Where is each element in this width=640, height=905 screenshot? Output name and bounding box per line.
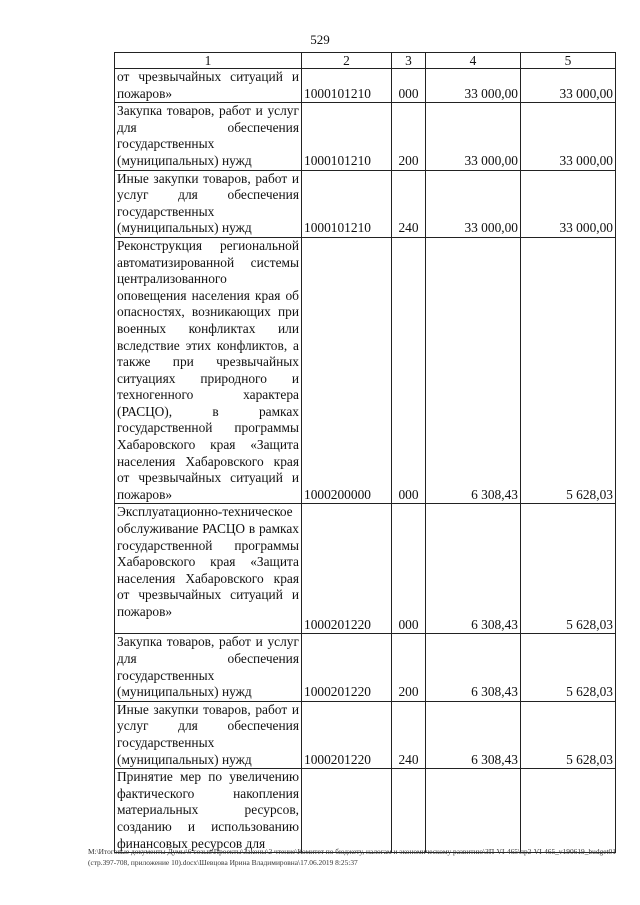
row-code: 1000201220 xyxy=(302,701,392,768)
row-code: 1000201220 xyxy=(302,634,392,701)
row-code: 1000101210 xyxy=(302,170,392,237)
row-vr: 200 xyxy=(392,634,426,701)
row-name: Принятие мер по увеличению фактического накопления материальных ресурсов, созданию и использованию финансовых ресурсов для xyxy=(115,769,302,853)
row-vr: 000 xyxy=(392,69,426,103)
budget-table xyxy=(114,52,616,853)
row-amount-5: 5 628,03 xyxy=(521,701,616,768)
row-code: 1000201220 xyxy=(302,504,392,634)
row-code: 1000101210 xyxy=(302,69,392,103)
row-amount-4: 6 308,43 xyxy=(426,237,521,504)
row-amount-4: 33 000,00 xyxy=(426,69,521,103)
row-amount-5: 5 628,03 xyxy=(521,634,616,701)
column-header: 5 xyxy=(521,53,616,69)
row-name: от чрезвычайных ситуаций и пожаров» xyxy=(115,69,302,103)
column-header: 4 xyxy=(426,53,521,69)
table-row xyxy=(115,701,616,768)
row-amount-4 xyxy=(426,769,521,853)
row-amount-4: 6 308,43 xyxy=(426,701,521,768)
document-path-footer: М:\Итоговые документы Думы\6 созыв\Проекты\Законы\2 чтение\Комитет по бюджету, налогам и экономическому развитию\ЗП-VI-465\пр2-VI-465_v190619_budget01 (стр.397-708, приложение 10).docx\Шевцова Ирина Владимировна\17.06.2019 8:25:37 xyxy=(88,847,616,867)
row-vr: 000 xyxy=(392,237,426,504)
row-name: Иные закупки товаров, работ и услуг для обеспечения государственных (муниципальных) нужд xyxy=(115,170,302,237)
column-header: 1 xyxy=(115,53,302,69)
row-name: Реконструкция региональной автоматизированной системы централизованного оповещения населения края об опасностях, возникающих при военных конфликтах или вследствие этих конфликтов, а также при чрезвычайных ситуациях природного и техногенного характера (РАСЦО), в рамках государственной программы Хабаровского края «Защита населения Хабаровского края от чрезвычайных ситуаций и пожаров» xyxy=(115,237,302,504)
table-header-row xyxy=(115,53,616,69)
table-row xyxy=(115,634,616,701)
row-code: 1000101210 xyxy=(302,103,392,170)
row-vr: 240 xyxy=(392,701,426,768)
row-name: Закупка товаров, работ и услуг для обеспечения государственных (муниципальных) нужд xyxy=(115,103,302,170)
page-number: 529 xyxy=(310,32,330,47)
table-row xyxy=(115,170,616,237)
table-row xyxy=(115,103,616,170)
row-vr xyxy=(392,769,426,853)
row-amount-5: 5 628,03 xyxy=(521,504,616,634)
row-amount-5: 33 000,00 xyxy=(521,103,616,170)
row-code xyxy=(302,769,392,853)
table-row xyxy=(115,504,616,634)
row-vr: 240 xyxy=(392,170,426,237)
column-header: 2 xyxy=(302,53,392,69)
row-amount-4: 33 000,00 xyxy=(426,170,521,237)
row-amount-4: 6 308,43 xyxy=(426,634,521,701)
row-name: Закупка товаров, работ и услуг для обеспечения государственных (муниципальных) нужд xyxy=(115,634,302,701)
row-amount-4: 6 308,43 xyxy=(426,504,521,634)
row-name: Эксплуатационно-техническое обслуживание РАСЦО в рамках государственной программы Хабаровского края «Защита населения Хабаровского края от чрезвычайных ситуаций и пожаров» xyxy=(115,504,302,634)
row-amount-4: 33 000,00 xyxy=(426,103,521,170)
row-vr: 200 xyxy=(392,103,426,170)
row-amount-5: 5 628,03 xyxy=(521,237,616,504)
table-row xyxy=(115,769,616,853)
table-row xyxy=(115,69,616,103)
row-name: Иные закупки товаров, работ и услуг для обеспечения государственных (муниципальных) нужд xyxy=(115,701,302,768)
row-amount-5 xyxy=(521,769,616,853)
row-code: 1000200000 xyxy=(302,237,392,504)
table-row xyxy=(115,237,616,504)
row-amount-5: 33 000,00 xyxy=(521,170,616,237)
column-header: 3 xyxy=(392,53,426,69)
row-amount-5: 33 000,00 xyxy=(521,69,616,103)
row-vr: 000 xyxy=(392,504,426,634)
